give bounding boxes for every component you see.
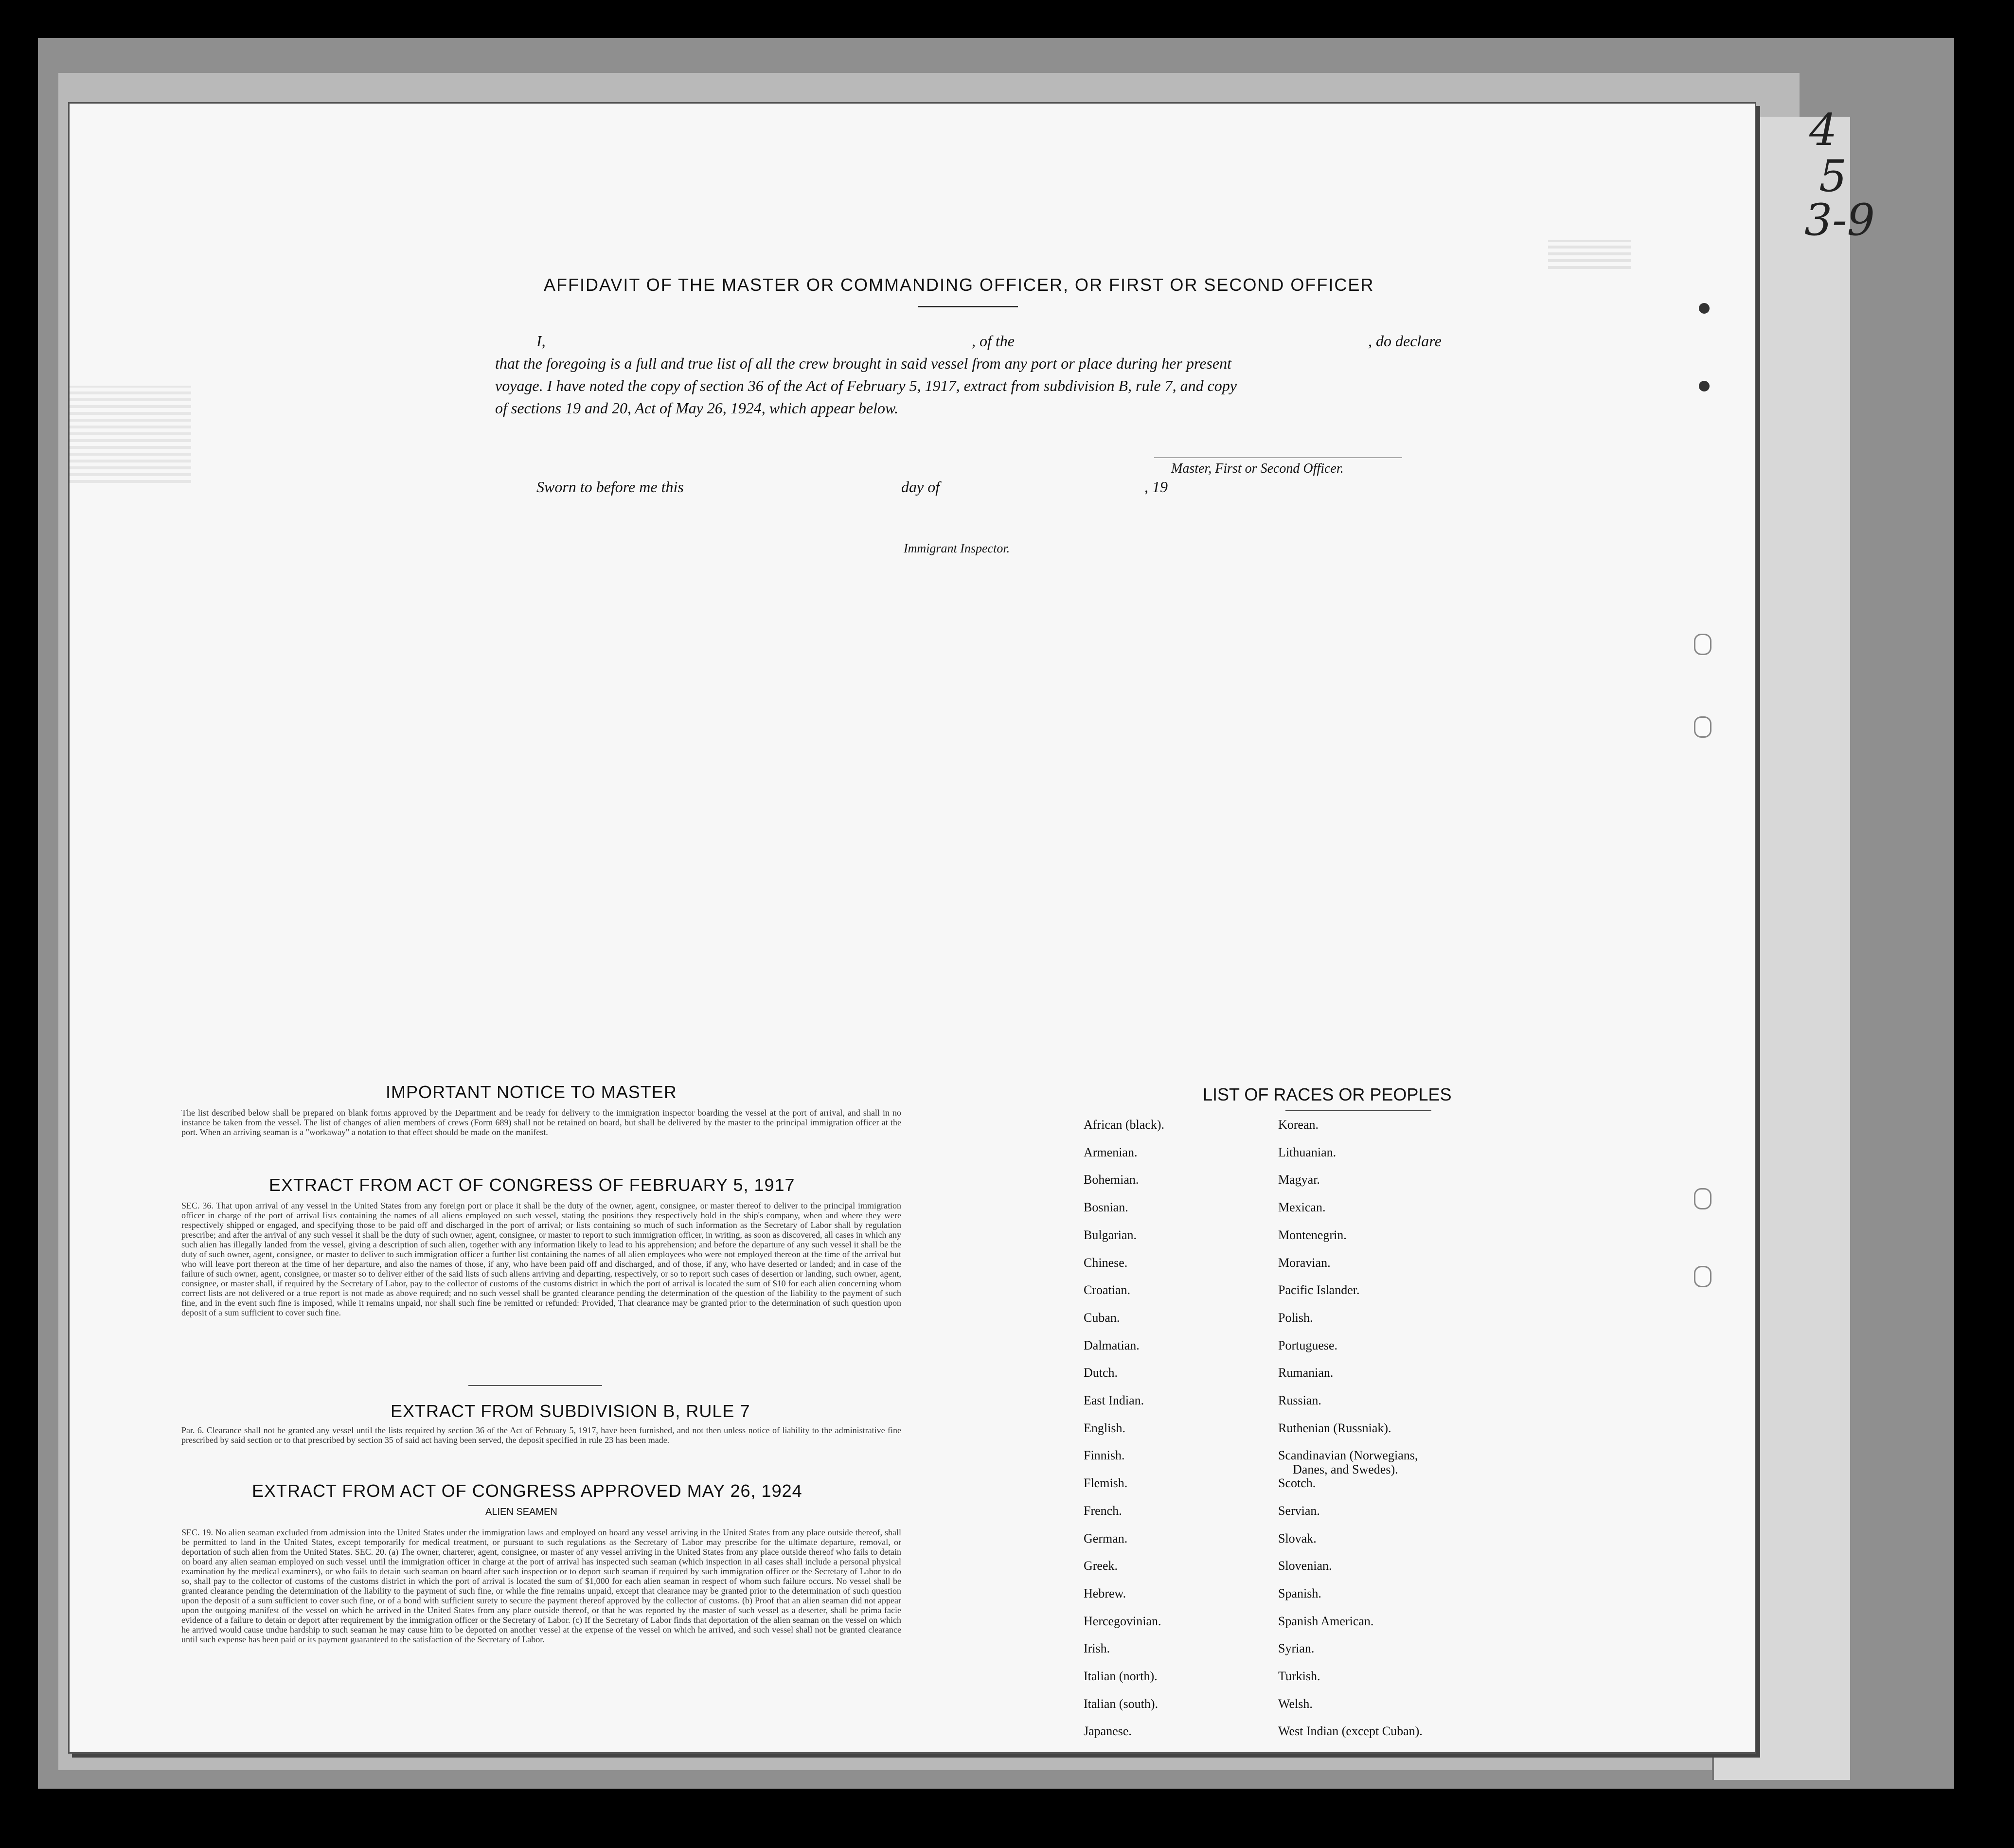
race-item: Slovak. [1278, 1531, 1317, 1546]
extract-1924-heading: EXTRACT FROM ACT OF CONGRESS APPROVED MAY 26, 1924 [252, 1481, 802, 1501]
handwritten-mark: 3-9 [1804, 195, 1875, 246]
race-item: Dalmatian. [1084, 1338, 1140, 1352]
alien-seamen-subheading: ALIEN SEAMEN [485, 1507, 557, 1517]
race-item: Chinese. [1084, 1256, 1128, 1270]
section-divider [468, 1385, 602, 1386]
race-item: West Indian (except Cuban). [1278, 1724, 1423, 1738]
race-item: Greek. [1084, 1559, 1118, 1573]
title-underline [918, 306, 1018, 307]
races-heading: LIST OF RACES OR PEOPLES [1203, 1084, 1452, 1104]
race-item: Welsh. [1278, 1697, 1313, 1711]
handwritten-mark: 4 [1809, 105, 1837, 156]
notice-heading: IMPORTANT NOTICE TO MASTER [386, 1082, 677, 1102]
race-item: Scotch. [1278, 1476, 1316, 1490]
extract-rule7-heading: EXTRACT FROM SUBDIVISION B, RULE 7 [391, 1401, 750, 1421]
race-item: French. [1084, 1504, 1122, 1518]
race-item: English. [1084, 1421, 1125, 1435]
affidavit-line-3: voyage. I have noted the copy of section 36 of the Act of February 5, 1917, extract from subdivision B, rule 7, and copy [495, 377, 1237, 394]
race-item: Polish. [1278, 1311, 1313, 1325]
race-item: Bulgarian. [1084, 1228, 1137, 1242]
race-item: German. [1084, 1531, 1128, 1546]
binder-hole [1694, 716, 1711, 738]
race-item: Korean. [1278, 1118, 1319, 1132]
binder-hole [1694, 1188, 1711, 1209]
bleed-through-text [1548, 240, 1631, 269]
race-item: Syrian. [1278, 1641, 1315, 1655]
race-item: East Indian. [1084, 1393, 1144, 1407]
inspector-caption: Immigrant Inspector. [904, 541, 1010, 555]
extract-1917-heading: EXTRACT FROM ACT OF CONGRESS OF FEBRUARY 5, 1917 [269, 1175, 795, 1195]
race-item: Mexican. [1278, 1200, 1326, 1214]
race-item: Spanish. [1278, 1586, 1321, 1600]
race-item: Servian. [1278, 1504, 1320, 1518]
extract-1924-body: SEC. 19. No alien seaman excluded from admission into the United States under the immigration laws and employed on board any vessel arriving in the United States from any place outside thereof, shall be permitted to land in the United States, except temporarily for medical treatment, or pursuant to such regulations as the Secretary of Labor may prescribe for the ultimate departure, removal, or deportation of such alien from the United States. SEC. 20. (a) The owner, charterer, agent, consignee, or master of any vessel arriving in the United States from any place outside thereof who fails to detain on board any alien seaman employed on such vessel until the immigration officer in charge at the port of arrival has inspected such seaman (which inspection in all cases shall include a personal physical examination by the medical examiners), or who fails to detain such seaman on board after such inspection or to deport such seaman if required by such immigration officer or the Secretary of Labor to do so, shall pay to the collector of customs of the customs district in which the port of arrival is located the sum of $1,000 for each alien seaman in respect of whom such failure occurs. No vessel shall be granted clearance pending the determination of the liability to the payment of such fine, or while the fine remains unpaid, except that clearance may be granted prior to the determination of such question upon the deposit of a sum sufficient to cover such fine, or of a bond with sufficient surety to secure the payment thereof approved by the collector of customs. (b) Proof that an alien seaman did not appear upon the outgoing manifest of the vessel on which he arrived in the United States from any place outside thereof, or that he was reported by the master of such vessel as a deserter, shall be prima facie evidence of a failure to detain or deport after requirement by the immigration officer or the Secretary of Labor. (c) If the Secretary of Labor finds that deportation of the alien seaman on the vessel on which he arrived would cause undue hardship to such seaman he may cause him to be deported on another vessel at the expense of the vessel on which he arrived, and such vessel shall not be granted clearance until such expense has been paid or its payment guaranteed to the satisfaction of the Secretary of Labor. [181, 1528, 901, 1644]
race-item: Bohemian. [1084, 1173, 1139, 1187]
race-item: Dutch. [1084, 1366, 1118, 1380]
document-page [68, 102, 1756, 1754]
race-item: Bosnian. [1084, 1200, 1128, 1214]
race-item: Montenegrin. [1278, 1228, 1347, 1242]
race-item: Hercegovinian. [1084, 1614, 1161, 1628]
handwritten-mark: 5 [1819, 151, 1847, 202]
master-signature-line [1154, 457, 1402, 458]
affidavit-line-1-start: I, [536, 332, 546, 350]
bleed-through-text [70, 386, 191, 483]
affidavit-line-2: that the foregoing is a full and true list of all the crew brought in said vessel from any port or place during her present [495, 355, 1231, 372]
affidavit-line-4: of sections 19 and 20, Act of May 26, 1924, which appear below. [495, 399, 898, 417]
affidavit-title: AFFIDAVIT OF THE MASTER OR COMMANDING OFFICER, OR FIRST OR SECOND OFFICER [544, 275, 1374, 295]
race-item: Magyar. [1278, 1173, 1320, 1187]
day-of-text: day of [901, 478, 940, 496]
race-item: Pacific Islander. [1278, 1283, 1360, 1297]
race-item: Italian (south). [1084, 1697, 1158, 1711]
race-item: Cuban. [1084, 1311, 1120, 1325]
race-item: Rumanian. [1278, 1366, 1334, 1380]
race-item: Slovenian. [1278, 1559, 1332, 1573]
year-prefix: , 19 [1144, 478, 1168, 496]
extract-rule7-body: Par. 6. Clearance shall not be granted any vessel until the lists required by section 36 of the Act of February 5, 1917, have been furnished, and not then unless notice of liability to the administrative fine prescribed by said section or to that prescribed by section 35 of said act having been served, the deposit specified in rule 23 has been made. [181, 1425, 901, 1445]
race-item: Moravian. [1278, 1256, 1331, 1270]
race-item: Portuguese. [1278, 1338, 1338, 1352]
notice-body: The list described below shall be prepared on blank forms approved by the Department and be ready for delivery to the immigration inspector boarding the vessel at the port of arrival, and shall in no instance be taken from the vessel. The list of changes of alien members of crews (Form 689) shall not be retained on board, but shall be delivered by the master to the principal immigration officer at the port. When an arriving seaman is a "workaway" a notation to that effect should be made on the manifest. [181, 1108, 901, 1137]
race-item: Russian. [1278, 1393, 1321, 1407]
affidavit-line-1-middle: , of the [972, 332, 1015, 350]
race-item: Lithuanian. [1278, 1145, 1337, 1159]
master-signature-caption: Master, First or Second Officer. [1171, 461, 1344, 476]
race-item: Ruthenian (Russniak). [1278, 1421, 1391, 1435]
race-item: Armenian. [1084, 1145, 1138, 1159]
race-item: Spanish American. [1278, 1614, 1374, 1628]
rivet-mark [1699, 381, 1710, 391]
affidavit-line-1-end: , do declare [1368, 332, 1442, 350]
race-item: Danes, and Swedes). [1293, 1462, 1398, 1476]
race-item: Hebrew. [1084, 1586, 1126, 1600]
races-underline [1285, 1110, 1431, 1111]
race-item: African (black). [1084, 1118, 1165, 1132]
binder-hole [1694, 634, 1711, 655]
race-item: Croatian. [1084, 1283, 1131, 1297]
sworn-text: Sworn to before me this [536, 478, 684, 496]
race-item: Irish. [1084, 1641, 1110, 1655]
race-item: Italian (north). [1084, 1669, 1158, 1683]
race-item: Scandinavian (Norwegians, [1278, 1448, 1418, 1462]
race-item: Flemish. [1084, 1476, 1128, 1490]
race-item: Finnish. [1084, 1448, 1125, 1462]
race-item: Japanese. [1084, 1724, 1132, 1738]
extract-1917-body: SEC. 36. That upon arrival of any vessel in the United States from any foreign port or place it shall be the duty of the owner, agent, consignee, or master thereof to deliver to the principal immigration officer in charge of the port of arrival lists containing the names of all aliens employed on such vessel, stating the positions they respectively hold in the ship's company, when and where they were respectively shipped or engaged, and specifying those to be paid off and discharged in the port of arrival; or lists containing so much of such information as the Secretary of Labor shall by regulation prescribe; and after the arrival of any such vessel it shall be the duty of such owner, agent, consignee, or master to report to such immigration officer, in writing, as soon as discovered, all cases in which any such alien has illegally landed from the vessel, giving a description of such alien, together with any information likely to lead to his apprehension; and before the departure of any such vessel it shall be the duty of such owner, agent, consignee, or master to deliver to such immigration officer a further list containing the names of all alien employees who were not employed thereon at the time of the arrival but who will leave port thereon at the time of her departure, and also the names of those, if any, who have been paid off and discharged, and of those, if any, who have deserted or landed; and in case of the failure of such owner, agent, consignee, or master so to deliver either of the said lists of such aliens arriving and departing, respectively, or so to report such cases of desertion or landing, such owner, agent, consignee, or master shall, if required by the Secretary of Labor, pay to the collector of customs of the customs district in which the port of arrival is located the sum of $10 for each alien concerning whom correct lists are not delivered or a true report is not made as above required; and no such vessel shall be granted clearance pending the determination of the question of the liability to the payment of such fine, and in the event such fine is imposed, while it remains unpaid, nor shall such fine be remitted or refunded: Provided, That clearance may be granted prior to the determination of such question upon deposit of a sum sufficient to cover such fine. [181, 1201, 901, 1317]
rivet-mark [1699, 303, 1710, 314]
race-item: Turkish. [1278, 1669, 1320, 1683]
binder-hole [1694, 1266, 1711, 1287]
